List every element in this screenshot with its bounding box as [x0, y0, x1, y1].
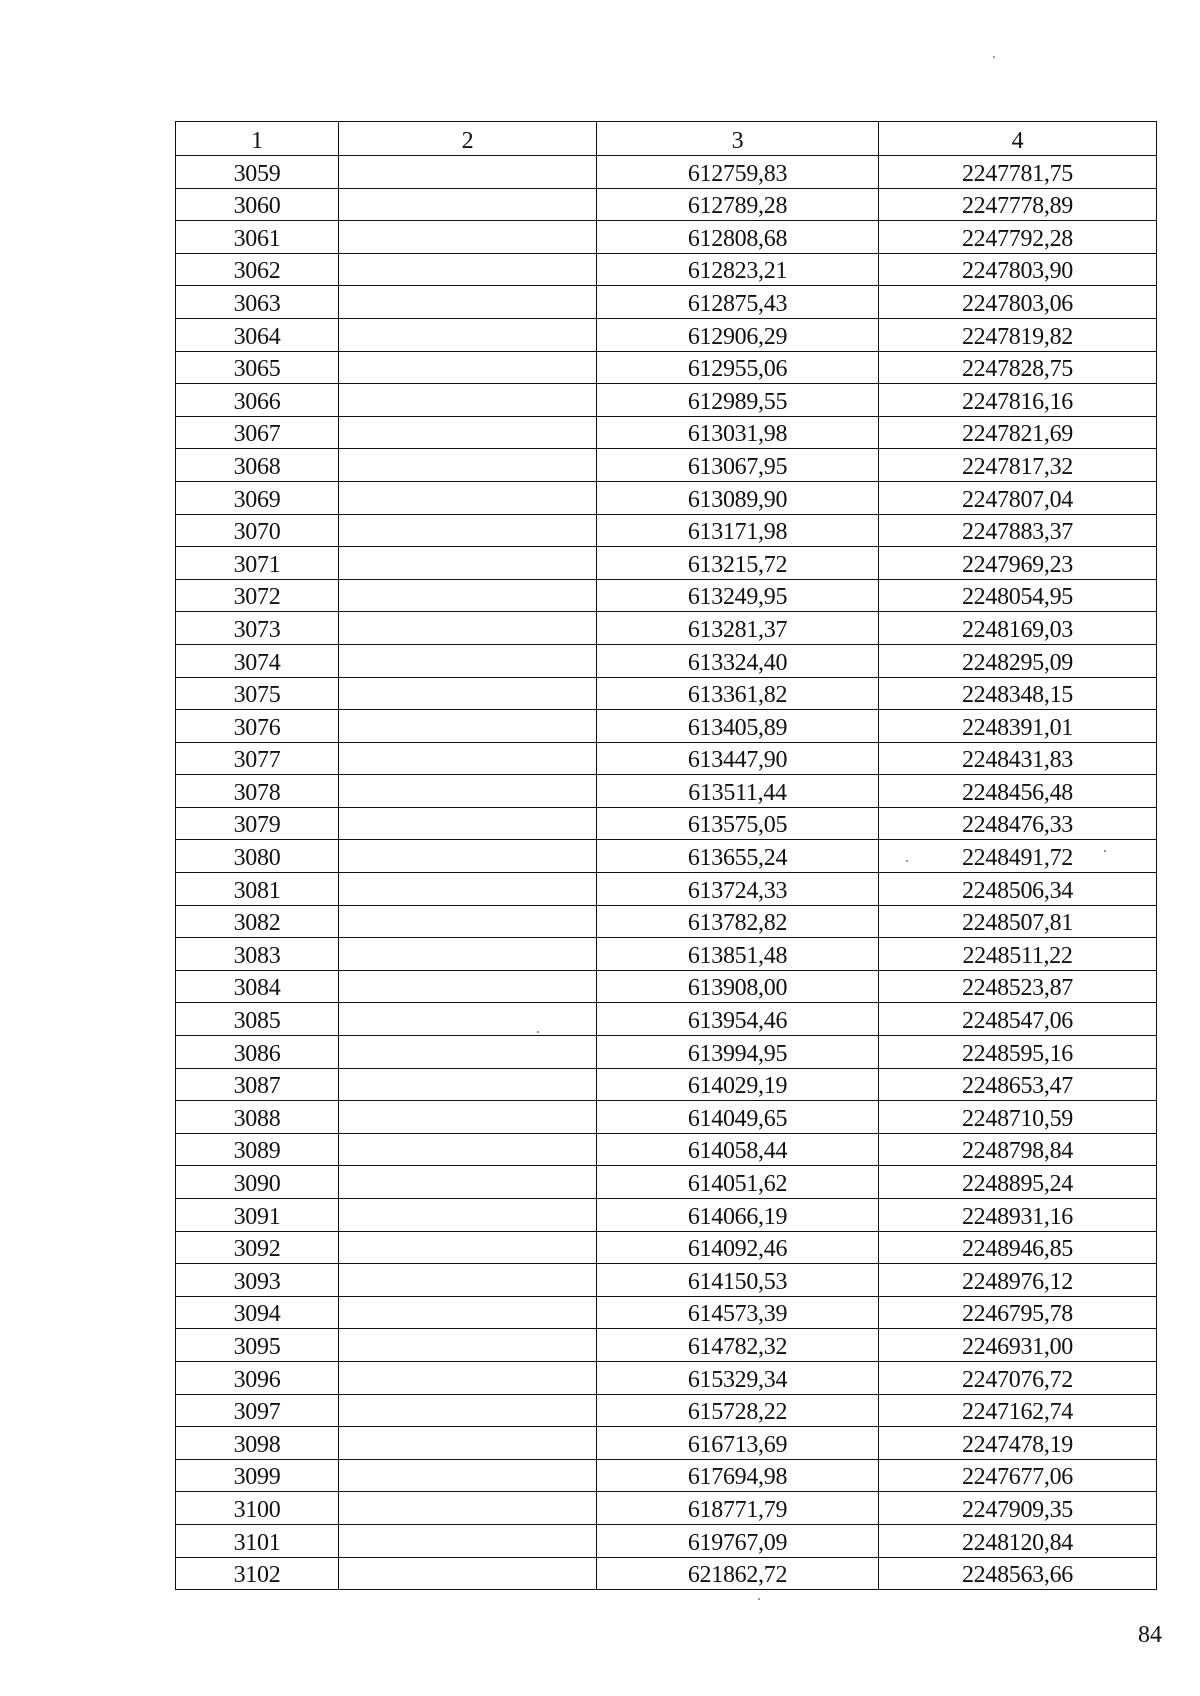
y-coordinate-cell: 2248431,83 — [879, 742, 1157, 775]
point-number-cell: 3086 — [176, 1036, 339, 1069]
point-number-cell: 3088 — [176, 1101, 339, 1134]
empty-cell — [339, 253, 597, 286]
y-coordinate-cell: 2246795,78 — [879, 1296, 1157, 1329]
table-row — [176, 807, 1157, 840]
x-coordinate-cell: 617694,98 — [597, 1459, 879, 1492]
x-coordinate-cell: 612875,43 — [597, 286, 879, 319]
x-coordinate-cell: 612808,68 — [597, 221, 879, 254]
scan-speck — [993, 56, 995, 58]
point-number-cell: 3063 — [176, 286, 339, 319]
point-number-cell: 3085 — [176, 1003, 339, 1036]
x-coordinate-cell: 612906,29 — [597, 318, 879, 351]
x-coordinate-cell: 613215,72 — [597, 547, 879, 580]
x-coordinate-cell: 612823,21 — [597, 253, 879, 286]
empty-cell — [339, 579, 597, 612]
point-number-cell: 3077 — [176, 742, 339, 775]
table-row — [176, 1296, 1157, 1329]
empty-cell — [339, 1133, 597, 1166]
table-row — [176, 710, 1157, 743]
point-number-cell: 3062 — [176, 253, 339, 286]
empty-cell — [339, 644, 597, 677]
empty-cell — [339, 1101, 597, 1134]
empty-cell — [339, 775, 597, 808]
table-row — [176, 1068, 1157, 1101]
point-number-cell: 3074 — [176, 644, 339, 677]
table-row — [176, 318, 1157, 351]
table-row — [176, 221, 1157, 254]
table-row — [176, 873, 1157, 906]
scan-speck — [758, 1598, 760, 1600]
empty-cell — [339, 384, 597, 417]
empty-cell — [339, 1557, 597, 1590]
x-coordinate-cell: 614066,19 — [597, 1199, 879, 1232]
point-number-cell: 3068 — [176, 449, 339, 482]
table-row — [176, 1492, 1157, 1525]
x-coordinate-cell: 613994,95 — [597, 1036, 879, 1069]
point-number-cell: 3067 — [176, 416, 339, 449]
point-number-cell: 3082 — [176, 905, 339, 938]
point-number-cell: 3061 — [176, 221, 339, 254]
y-coordinate-cell: 2247821,69 — [879, 416, 1157, 449]
x-coordinate-cell: 613724,33 — [597, 873, 879, 906]
y-coordinate-cell: 2247778,89 — [879, 188, 1157, 221]
table-row — [176, 840, 1157, 873]
table-row — [176, 188, 1157, 221]
empty-cell — [339, 449, 597, 482]
y-coordinate-cell: 2247807,04 — [879, 481, 1157, 514]
y-coordinate-cell: 2248710,59 — [879, 1101, 1157, 1134]
empty-cell — [339, 1524, 597, 1557]
table-row — [176, 1394, 1157, 1427]
y-coordinate-cell: 2247076,72 — [879, 1361, 1157, 1394]
x-coordinate-cell: 613954,46 — [597, 1003, 879, 1036]
point-number-cell: 3081 — [176, 873, 339, 906]
y-coordinate-cell: 2247803,06 — [879, 286, 1157, 319]
point-number-cell: 3069 — [176, 481, 339, 514]
table-row — [176, 775, 1157, 808]
table-row — [176, 156, 1157, 189]
scan-speck — [537, 1031, 539, 1033]
x-coordinate-cell: 616713,69 — [597, 1427, 879, 1460]
page-number: 84 — [1138, 1622, 1162, 1648]
column-header-4: 4 — [879, 122, 1157, 156]
x-coordinate-cell: 613405,89 — [597, 710, 879, 743]
y-coordinate-cell: 2247883,37 — [879, 514, 1157, 547]
point-number-cell: 3084 — [176, 970, 339, 1003]
y-coordinate-cell: 2247677,06 — [879, 1459, 1157, 1492]
y-coordinate-cell: 2248563,66 — [879, 1557, 1157, 1590]
y-coordinate-cell: 2248523,87 — [879, 970, 1157, 1003]
point-number-cell: 3095 — [176, 1329, 339, 1362]
y-coordinate-cell: 2248798,84 — [879, 1133, 1157, 1166]
x-coordinate-cell: 613782,82 — [597, 905, 879, 938]
empty-cell — [339, 514, 597, 547]
y-coordinate-cell: 2247803,90 — [879, 253, 1157, 286]
table-body — [176, 156, 1157, 1590]
table-row — [176, 1524, 1157, 1557]
empty-cell — [339, 416, 597, 449]
empty-cell — [339, 612, 597, 645]
x-coordinate-cell: 615329,34 — [597, 1361, 879, 1394]
y-coordinate-cell: 2248491,72 — [879, 840, 1157, 873]
x-coordinate-cell: 615728,22 — [597, 1394, 879, 1427]
point-number-cell: 3073 — [176, 612, 339, 645]
empty-cell — [339, 1264, 597, 1297]
table-row — [176, 449, 1157, 482]
point-number-cell: 3098 — [176, 1427, 339, 1460]
table-row — [176, 579, 1157, 612]
point-number-cell: 3099 — [176, 1459, 339, 1492]
table-row — [176, 644, 1157, 677]
point-number-cell: 3075 — [176, 677, 339, 710]
table-row — [176, 677, 1157, 710]
empty-cell — [339, 1459, 597, 1492]
y-coordinate-cell: 2247828,75 — [879, 351, 1157, 384]
table-row — [176, 1557, 1157, 1590]
table-row — [176, 742, 1157, 775]
x-coordinate-cell: 613067,95 — [597, 449, 879, 482]
table-row — [176, 970, 1157, 1003]
x-coordinate-cell: 619767,09 — [597, 1524, 879, 1557]
y-coordinate-cell: 2248295,09 — [879, 644, 1157, 677]
x-coordinate-cell: 613361,82 — [597, 677, 879, 710]
empty-cell — [339, 1036, 597, 1069]
y-coordinate-cell: 2248120,84 — [879, 1524, 1157, 1557]
x-coordinate-cell: 613281,37 — [597, 612, 879, 645]
empty-cell — [339, 1394, 597, 1427]
point-number-cell: 3083 — [176, 938, 339, 971]
point-number-cell: 3101 — [176, 1524, 339, 1557]
empty-cell — [339, 873, 597, 906]
table-header-row — [176, 122, 1157, 156]
empty-cell — [339, 742, 597, 775]
point-number-cell: 3091 — [176, 1199, 339, 1232]
table-row — [176, 938, 1157, 971]
x-coordinate-cell: 618771,79 — [597, 1492, 879, 1525]
empty-cell — [339, 807, 597, 840]
empty-cell — [339, 1427, 597, 1460]
empty-cell — [339, 840, 597, 873]
y-coordinate-cell: 2247162,74 — [879, 1394, 1157, 1427]
x-coordinate-cell: 612955,06 — [597, 351, 879, 384]
point-number-cell: 3080 — [176, 840, 339, 873]
empty-cell — [339, 1199, 597, 1232]
x-coordinate-cell: 614573,39 — [597, 1296, 879, 1329]
table-row — [176, 1361, 1157, 1394]
y-coordinate-cell: 2247792,28 — [879, 221, 1157, 254]
x-coordinate-cell: 613031,98 — [597, 416, 879, 449]
empty-cell — [339, 1492, 597, 1525]
empty-cell — [339, 1231, 597, 1264]
point-number-cell: 3094 — [176, 1296, 339, 1329]
coordinates-table — [175, 121, 1157, 1590]
point-number-cell: 3059 — [176, 156, 339, 189]
empty-cell — [339, 677, 597, 710]
table-row — [176, 1329, 1157, 1362]
empty-cell — [339, 1361, 597, 1394]
x-coordinate-cell: 614058,44 — [597, 1133, 879, 1166]
table-row — [176, 1199, 1157, 1232]
y-coordinate-cell: 2247819,82 — [879, 318, 1157, 351]
x-coordinate-cell: 613655,24 — [597, 840, 879, 873]
empty-cell — [339, 1166, 597, 1199]
x-coordinate-cell: 613908,00 — [597, 970, 879, 1003]
y-coordinate-cell: 2248595,16 — [879, 1036, 1157, 1069]
y-coordinate-cell: 2248169,03 — [879, 612, 1157, 645]
table-row — [176, 1133, 1157, 1166]
empty-cell — [339, 710, 597, 743]
x-coordinate-cell: 612989,55 — [597, 384, 879, 417]
table-row — [176, 416, 1157, 449]
table-row — [176, 547, 1157, 580]
x-coordinate-cell: 621862,72 — [597, 1557, 879, 1590]
x-coordinate-cell: 612789,28 — [597, 188, 879, 221]
point-number-cell: 3072 — [176, 579, 339, 612]
x-coordinate-cell: 613171,98 — [597, 514, 879, 547]
empty-cell — [339, 318, 597, 351]
x-coordinate-cell: 613447,90 — [597, 742, 879, 775]
x-coordinate-cell: 613851,48 — [597, 938, 879, 971]
point-number-cell: 3089 — [176, 1133, 339, 1166]
y-coordinate-cell: 2248456,48 — [879, 775, 1157, 808]
empty-cell — [339, 481, 597, 514]
x-coordinate-cell: 614782,32 — [597, 1329, 879, 1362]
y-coordinate-cell: 2248476,33 — [879, 807, 1157, 840]
table-row — [176, 1003, 1157, 1036]
column-header-1: 1 — [176, 122, 339, 156]
y-coordinate-cell: 2248653,47 — [879, 1068, 1157, 1101]
table-row — [176, 514, 1157, 547]
table-row — [176, 384, 1157, 417]
point-number-cell: 3097 — [176, 1394, 339, 1427]
empty-cell — [339, 156, 597, 189]
y-coordinate-cell: 2248976,12 — [879, 1264, 1157, 1297]
scan-speck — [906, 860, 908, 862]
x-coordinate-cell: 614029,19 — [597, 1068, 879, 1101]
table-row — [176, 1459, 1157, 1492]
y-coordinate-cell: 2248547,06 — [879, 1003, 1157, 1036]
point-number-cell: 3079 — [176, 807, 339, 840]
y-coordinate-cell: 2247817,32 — [879, 449, 1157, 482]
table-row — [176, 1166, 1157, 1199]
empty-cell — [339, 1003, 597, 1036]
y-coordinate-cell: 2247478,19 — [879, 1427, 1157, 1460]
point-number-cell: 3087 — [176, 1068, 339, 1101]
y-coordinate-cell: 2248931,16 — [879, 1199, 1157, 1232]
x-coordinate-cell: 614049,65 — [597, 1101, 879, 1134]
table-row — [176, 905, 1157, 938]
y-coordinate-cell: 2248506,34 — [879, 873, 1157, 906]
y-coordinate-cell: 2248391,01 — [879, 710, 1157, 743]
point-number-cell: 3071 — [176, 547, 339, 580]
empty-cell — [339, 286, 597, 319]
point-number-cell: 3060 — [176, 188, 339, 221]
point-number-cell: 3078 — [176, 775, 339, 808]
empty-cell — [339, 1068, 597, 1101]
empty-cell — [339, 1329, 597, 1362]
y-coordinate-cell: 2248507,81 — [879, 905, 1157, 938]
x-coordinate-cell: 614150,53 — [597, 1264, 879, 1297]
point-number-cell: 3096 — [176, 1361, 339, 1394]
x-coordinate-cell: 613511,44 — [597, 775, 879, 808]
y-coordinate-cell: 2248348,15 — [879, 677, 1157, 710]
point-number-cell: 3092 — [176, 1231, 339, 1264]
point-number-cell: 3090 — [176, 1166, 339, 1199]
point-number-cell: 3093 — [176, 1264, 339, 1297]
y-coordinate-cell: 2248054,95 — [879, 579, 1157, 612]
y-coordinate-cell: 2247816,16 — [879, 384, 1157, 417]
point-number-cell: 3065 — [176, 351, 339, 384]
empty-cell — [339, 351, 597, 384]
y-coordinate-cell: 2248895,24 — [879, 1166, 1157, 1199]
y-coordinate-cell: 2247969,23 — [879, 547, 1157, 580]
empty-cell — [339, 938, 597, 971]
table-row — [176, 1264, 1157, 1297]
table-row — [176, 1101, 1157, 1134]
x-coordinate-cell: 613249,95 — [597, 579, 879, 612]
y-coordinate-cell: 2248511,22 — [879, 938, 1157, 971]
empty-cell — [339, 547, 597, 580]
y-coordinate-cell: 2246931,00 — [879, 1329, 1157, 1362]
table-row — [176, 351, 1157, 384]
x-coordinate-cell: 613089,90 — [597, 481, 879, 514]
point-number-cell: 3066 — [176, 384, 339, 417]
x-coordinate-cell: 612759,83 — [597, 156, 879, 189]
empty-cell — [339, 905, 597, 938]
x-coordinate-cell: 614092,46 — [597, 1231, 879, 1264]
table-row — [176, 612, 1157, 645]
y-coordinate-cell: 2247909,35 — [879, 1492, 1157, 1525]
point-number-cell: 3100 — [176, 1492, 339, 1525]
y-coordinate-cell: 2248946,85 — [879, 1231, 1157, 1264]
point-number-cell: 3070 — [176, 514, 339, 547]
empty-cell — [339, 221, 597, 254]
table-row — [176, 481, 1157, 514]
column-header-3: 3 — [597, 122, 879, 156]
x-coordinate-cell: 613575,05 — [597, 807, 879, 840]
empty-cell — [339, 970, 597, 1003]
point-number-cell: 3076 — [176, 710, 339, 743]
table-row — [176, 1231, 1157, 1264]
x-coordinate-cell: 614051,62 — [597, 1166, 879, 1199]
table-row — [176, 286, 1157, 319]
point-number-cell: 3102 — [176, 1557, 339, 1590]
y-coordinate-cell: 2247781,75 — [879, 156, 1157, 189]
table-row — [176, 1427, 1157, 1460]
empty-cell — [339, 188, 597, 221]
empty-cell — [339, 1296, 597, 1329]
scan-speck — [1104, 850, 1106, 852]
table-row — [176, 1036, 1157, 1069]
table-row — [176, 253, 1157, 286]
column-header-2: 2 — [339, 122, 597, 156]
point-number-cell: 3064 — [176, 318, 339, 351]
x-coordinate-cell: 613324,40 — [597, 644, 879, 677]
